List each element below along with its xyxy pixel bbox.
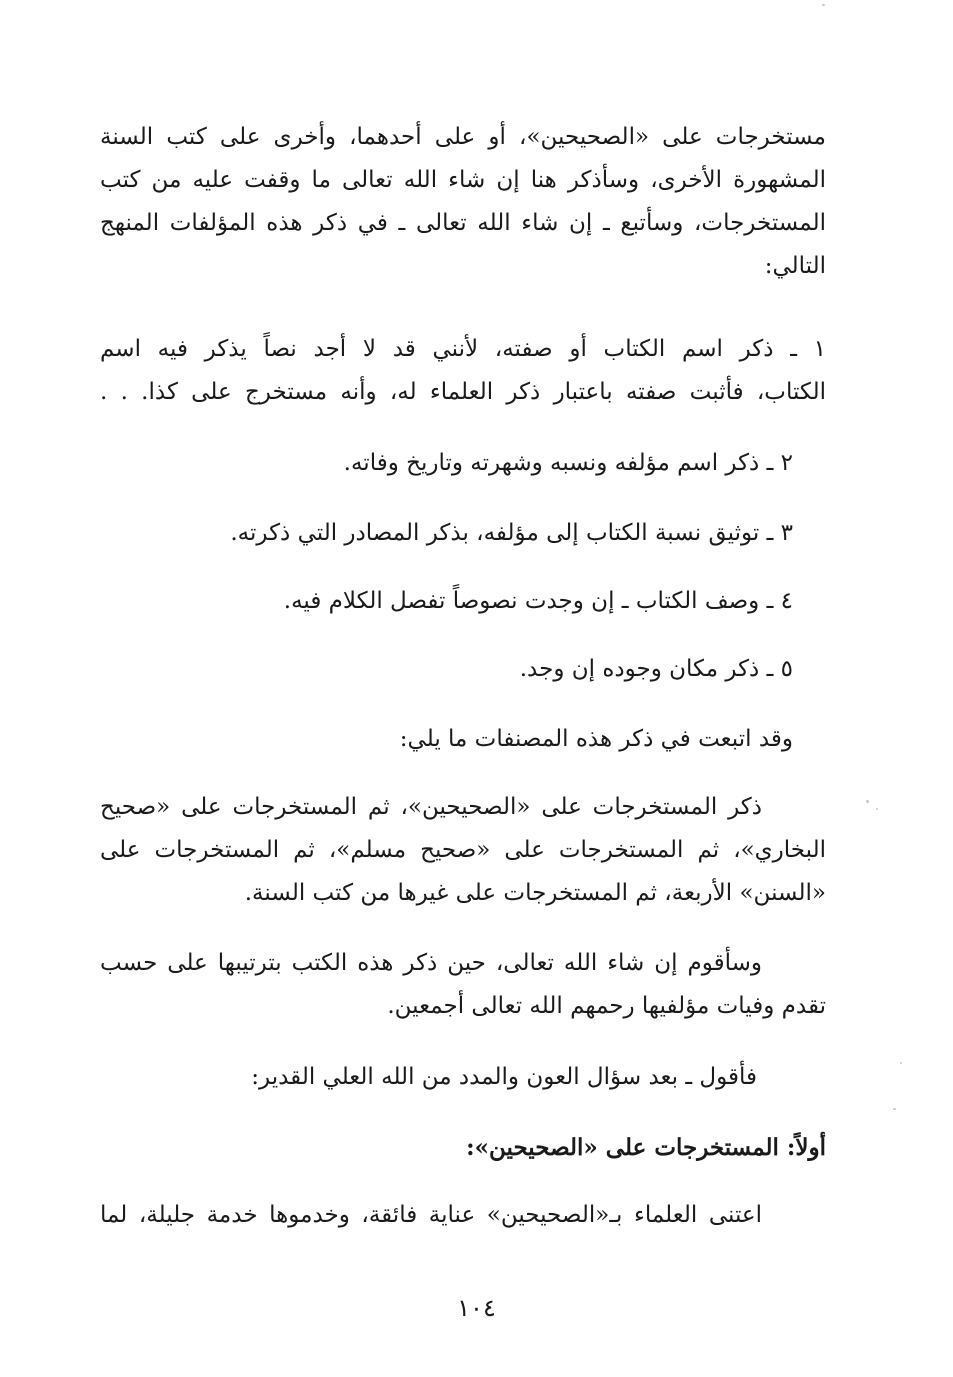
scan-speck [893,1108,896,1110]
list-item-4 [133,580,793,623]
paragraph-line: فأقول ـ بعد سؤال العون والمدد من الله العلي القدير: [251,1064,757,1090]
paragraph-line: وقد اتبعت في ذكر هذه المصنفات ما يلي: [399,726,793,752]
heading-text: أولاً: المستخرجات على «الصحيحين»: [466,1134,826,1161]
paragraph-line: ١ ـ ذكر اسم الكتاب أو صفته، لأنني قد لا أجد نصاً يذكر فيه اسم [100,336,826,362]
paragraph-line: الكتاب، فأثبت صفته باعتبار ذكر العلماء له، وأنه مستخرج على كذا. . . [100,379,826,405]
paragraph-line: مستخرجات على «الصحيحين»، أو على أحدهما، وأخرى على كتب السنة [100,124,826,150]
paragraph-line: وسأقوم إن شاء الله تعالى، حين ذكر هذه الكتب بترتيبها على حسب [100,950,762,976]
list-item-2 [133,442,793,485]
list-item-3 [133,512,793,555]
paragraph-line: التالي: [764,253,826,279]
list-item-text: ٤ ـ وصف الكتاب ـ إن وجدت نصوصاً تفصل الكلام فيه. [283,588,793,614]
paragraph-line: ذكر المستخرجات على «الصحيحين»، ثم المستخرجات على «صحيح [100,794,762,820]
list-item-text: ٣ ـ توثيق نسبة الكتاب إلى مؤلفه، بذكر المصادر التي ذكرته. [230,520,793,546]
section-heading [100,1126,826,1169]
paragraph-line: «السنن» الأربعة، ثم المستخرجات على غيرها من كتب السنة. [244,880,826,906]
paragraph-line: تقدم وفيات مؤلفيها رحمهم الله تعالى أجمعين. [387,993,826,1019]
paragraph-line: البخاري»، ثم المستخرجات على «صحيح مسلم»، ثم المستخرجات على [100,837,826,863]
page-number: ١٠٤ [457,1294,496,1322]
list-item-text: ٥ ـ ذكر مكان وجوده إن وجد. [519,656,793,682]
list-item-1 [100,328,826,414]
paragraph-followed [133,718,793,761]
list-item-5 [133,648,793,691]
paragraph-arrangement [100,942,826,1028]
paragraph-opening [137,1056,757,1099]
paragraph-line: اعتنى العلماء بـ«الصحيحين» عناية فائقة، وخدموها خدمة جليلة، لما [100,1202,762,1228]
scan-speck [866,800,869,803]
scan-speck [900,1062,902,1064]
list-item-text: ٢ ـ ذكر اسم مؤلفه ونسبه وشهرته وتاريخ وفاته. [343,450,793,476]
paragraph-order [100,786,826,915]
scan-speck [876,808,878,810]
paragraph-line: المشهورة الأخرى، وسأذكر هنا إن شاء الله تعالى ما وقفت عليه من كتب [100,167,826,193]
paragraph-line: المستخرجات، وسأتبع ـ إن شاء الله تعالى ـ في ذكر هذه المؤلفات المنهج [100,210,826,236]
paragraph-intro [100,116,826,288]
paragraph-scholars [100,1194,826,1237]
scan-speck [822,4,825,6]
